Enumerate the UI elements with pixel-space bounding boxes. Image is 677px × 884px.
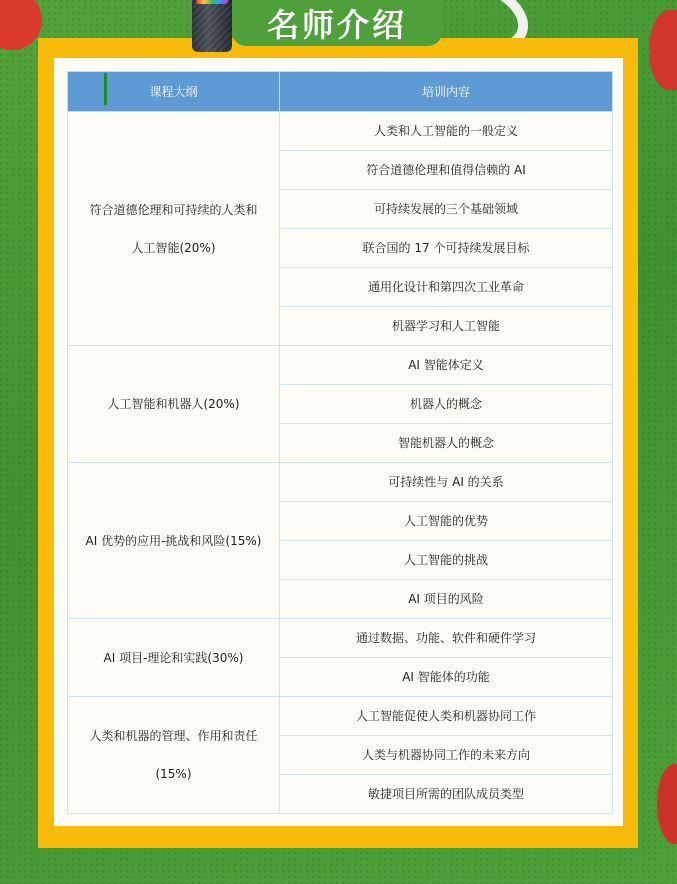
table-row (68, 619, 613, 658)
table-header-row (68, 72, 613, 112)
pencil-cup-icon (192, 0, 232, 52)
content-cell: 人类和人工智能的一般定义 (280, 112, 613, 151)
table-row (68, 346, 613, 385)
content-cell: 人类与机器协同工作的未来方向 (280, 736, 613, 775)
page-title: 名师介绍 (266, 6, 407, 44)
content-cell: 可持续性与 AI 的关系 (280, 463, 613, 502)
content-cell: 机器学习和人工智能 (280, 307, 613, 346)
topic-cell (68, 697, 280, 814)
topic-line: AI 项目-理论和实践(30%) (103, 650, 244, 665)
decorative-red-shape (0, 0, 42, 50)
decorative-red-shape (657, 764, 677, 844)
topic-line: 符合道德伦理和可持续的人类和 (89, 202, 258, 217)
topic-cell (68, 619, 280, 697)
table-row (68, 697, 613, 736)
content-cell: 可持续发展的三个基础领域 (280, 190, 613, 229)
green-marker (104, 73, 107, 105)
topic-cell (68, 112, 280, 346)
course-table (67, 71, 613, 814)
decorative-red-shape (649, 10, 677, 90)
table-row (68, 112, 613, 151)
content-cell: 通用化设计和第四次工业革命 (280, 268, 613, 307)
title-banner (232, 0, 442, 46)
header-content: 培训内容 (280, 72, 613, 112)
content-cell: 智能机器人的概念 (280, 424, 613, 463)
table-row (68, 463, 613, 502)
topic-cell (68, 346, 280, 463)
content-cell: 联合国的 17 个可持续发展目标 (280, 229, 613, 268)
header-outline: 课程大纲 (68, 72, 280, 112)
topic-line: (15%) (155, 767, 192, 781)
content-cell: 敏捷项目所需的团队成员类型 (280, 775, 613, 814)
content-cell: 人工智能促使人类和机器协同工作 (280, 697, 613, 736)
topic-cell (68, 463, 280, 619)
topic-line: 人类和机器的管理、作用和责任 (89, 729, 258, 743)
content-cell: AI 智能体的功能 (280, 658, 613, 697)
topic-line: AI 优势的应用-挑战和风险(15%) (85, 533, 262, 548)
content-cell: 符合道德伦理和值得信赖的 AI (280, 151, 613, 190)
content-cell: 人工智能的挑战 (280, 541, 613, 580)
topic-line: 人工智能(20%) (131, 240, 216, 255)
topic-line: 人工智能和机器人(20%) (107, 397, 240, 411)
content-cell: AI 项目的风险 (280, 580, 613, 619)
content-cell: 机器人的概念 (280, 385, 613, 424)
content-cell: 人工智能的优势 (280, 502, 613, 541)
content-cell: AI 智能体定义 (280, 346, 613, 385)
content-cell: 通过数据、功能、软件和硬件学习 (280, 619, 613, 658)
